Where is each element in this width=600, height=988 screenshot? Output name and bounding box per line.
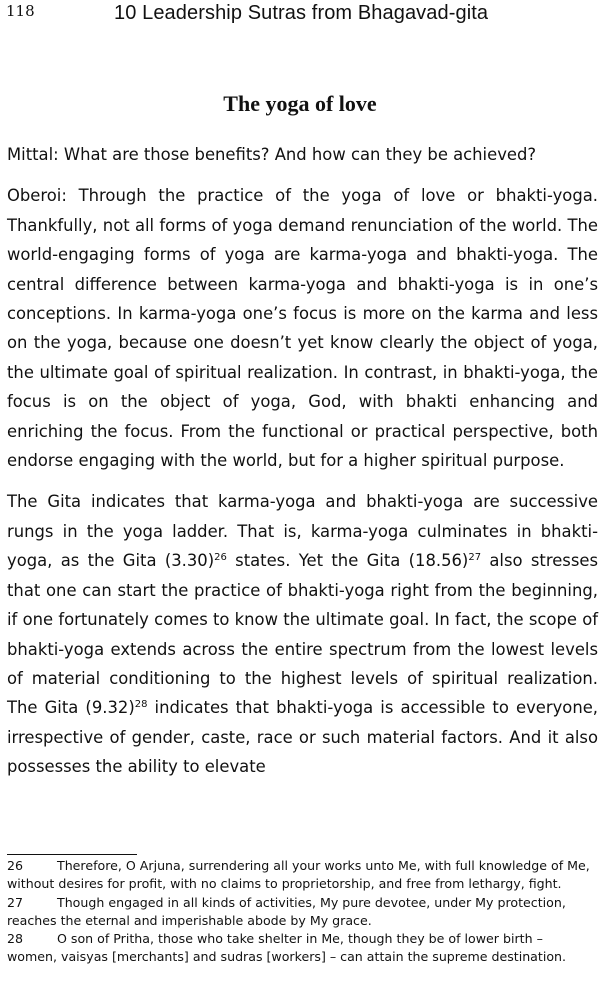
body-text bbox=[7, 140, 598, 782]
footnote-number: 27 bbox=[7, 894, 24, 910]
footnote-26 bbox=[7, 857, 592, 894]
paragraph-text-segment: The Gita indicates that karma-yoga and bhakti-yoga are successive rungs in the yoga ladder. That is, karma-yoga culminates in bhakti-yoga, as the Gita (3.30) bbox=[7, 492, 598, 571]
footnote-text: Therefore, O Arjuna, surrendering all your works unto Me, with full knowledge of Me, without desires for profit, with no claims to proprietorship, and free from lethargy, fight. bbox=[7, 858, 590, 892]
paragraph-text-segment: indicates that bhakti-yoga is accessible to everyone, irrespective of gender, caste, race or such material factors. And it also possesses the ability to elevate bbox=[7, 698, 599, 777]
page-number: 118 bbox=[6, 2, 35, 20]
footnote-number: 26 bbox=[7, 858, 24, 873]
paragraph-gita-ladder bbox=[7, 487, 598, 781]
footnote-text: Though engaged in all kinds of activities, My pure devotee, under My protection, reaches the eternal and imperishable abode by My grace. bbox=[7, 894, 566, 928]
footnote-ref-27[interactable]: 27 bbox=[468, 552, 482, 564]
footnote-number: 28 bbox=[7, 931, 24, 947]
footnote-divider bbox=[7, 854, 137, 855]
section-title: The yoga of love bbox=[223, 91, 377, 116]
paragraph-text-segment: states. Yet the Gita (18.56) bbox=[226, 551, 469, 571]
footnote-text: O son of Pritha, those who take shelter in Me, though they be of lower birth – women, vaisyas [merchants] and sudras [workers] – can attain the supreme destination. bbox=[7, 931, 567, 965]
footnotes bbox=[7, 857, 592, 967]
paragraph-oberoi-answer: Oberoi: Through the practice of the yoga of love or bhakti-yoga. Thankfully, not all forms of yoga demand renunciation of the world. The world-engaging forms of yoga are karma-yoga and bhakti-yoga. The central difference between karma-yoga and bhakti-yoga is in one’s conceptions. In karma-yoga one’s focus is more on the karma and less on the yoga, because one doesn’t yet know clearly the object of yoga, the ultimate goal of spiritual realization. In contrast, in bhakti-yoga, the focus is on the object of yoga, God, with bhakti enhancing and enriching the focus. From the functional or practical perspective, both endorse engaging with the world, but for a higher spiritual purpose. bbox=[7, 186, 598, 471]
footnote-ref-26[interactable]: 26 bbox=[214, 552, 227, 564]
paragraph-mittal-question: Mittal: What are those benefits? And how can they be achieved? bbox=[7, 145, 537, 164]
footnote-27 bbox=[7, 894, 592, 931]
book-title: 10 Leadership Sutras from Bhagavad-gita bbox=[114, 2, 489, 24]
running-header bbox=[6, 0, 596, 30]
footnote-28 bbox=[7, 930, 592, 967]
footnote-ref-28[interactable]: 28 bbox=[134, 699, 148, 711]
paragraph-text-segment: also stresses that one can start the practice of bhakti-yoga right from the beginning, if one fortunately comes to know the ultimate goal. In fact, the scope of bhakti-yoga extends across the entire spectrum from the lowest levels of material conditioning to the highest levels of spiritual realization. The Gita (9.32) bbox=[7, 551, 598, 718]
